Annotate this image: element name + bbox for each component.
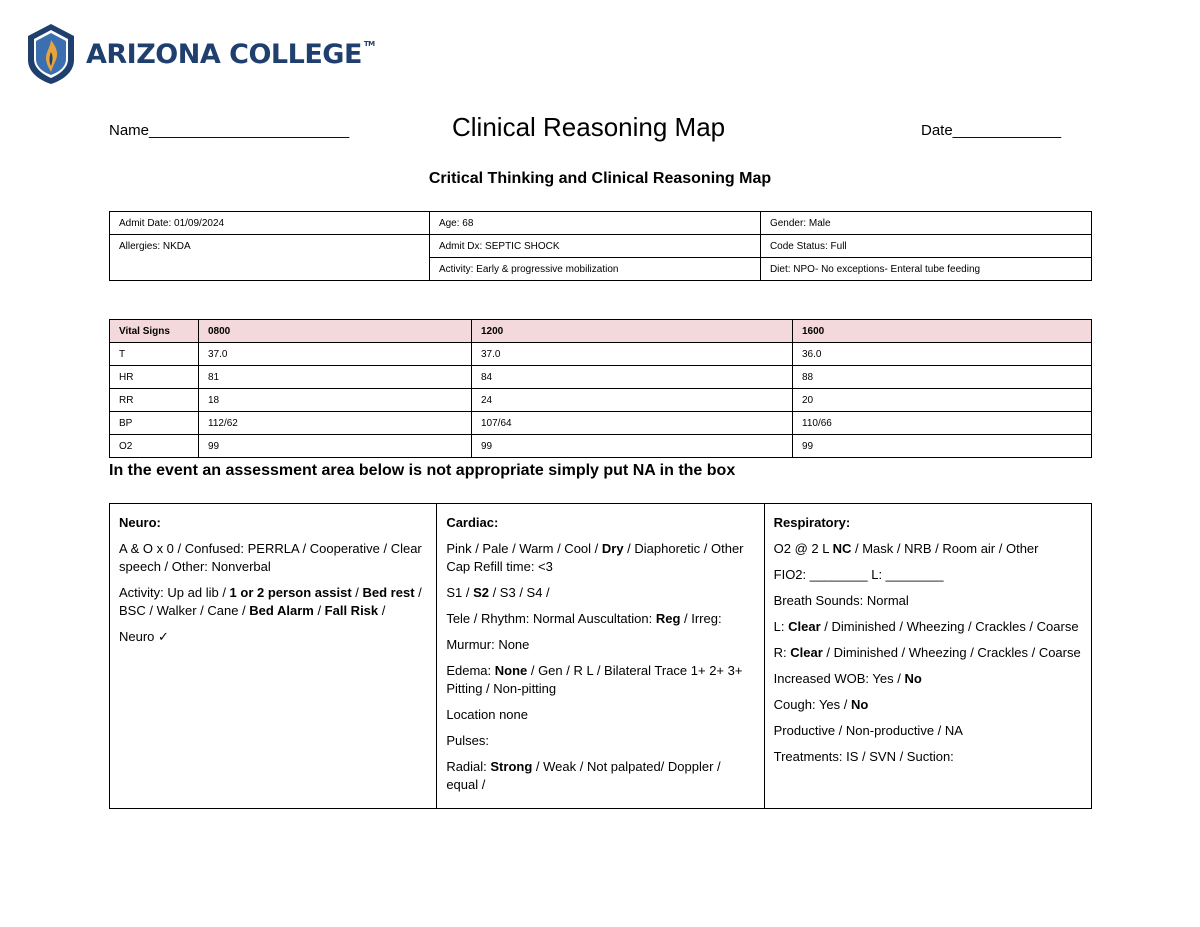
vital-value: 81: [199, 366, 472, 389]
vital-label: O2: [110, 435, 199, 458]
respiratory-fio2: FIO2: ________ L: ________: [773, 567, 944, 582]
vital-value: 112/62: [199, 412, 472, 435]
table-row: [110, 435, 1092, 458]
vital-value: 18: [199, 389, 472, 412]
cardiac-pulses: Pulses:: [446, 733, 489, 748]
respiratory-treatments: Treatments: IS / SVN / Suction:: [773, 749, 954, 764]
assessment-table: [109, 503, 1092, 809]
vitals-header-cell: 1200: [472, 320, 793, 343]
neuro-orientation: A & O x 0 / Confused: PERRLA / Cooperative / Clear speech / Other: Nonverbal: [119, 541, 422, 574]
vital-value: 37.0: [199, 343, 472, 366]
vitals-header-row: [110, 320, 1092, 343]
respiratory-cell[interactable]: [764, 504, 1091, 809]
vital-value: 36.0: [793, 343, 1092, 366]
admit-date-cell: Admit Date: 01/09/2024: [110, 212, 430, 235]
cardiac-murmur: Murmur: None: [446, 637, 530, 652]
arizona-college-logo: [26, 22, 375, 86]
respiratory-cough: Cough: Yes / No: [773, 697, 869, 712]
neuro-check: Neuro ✓: [119, 629, 169, 644]
cardiac-cell[interactable]: [437, 504, 764, 809]
respiratory-wob: Increased WOB: Yes / No: [773, 671, 922, 686]
respiratory-productive: Productive / Non-productive / NA: [773, 723, 963, 738]
respiratory-right-lung: R: Clear / Diminished / Wheezing / Crackles / Coarse: [773, 645, 1081, 660]
vital-label: T: [110, 343, 199, 366]
admit-dx-cell: Admit Dx: SEPTIC SHOCK: [429, 235, 760, 258]
vital-value: 20: [793, 389, 1092, 412]
shield-flame-icon: [26, 22, 76, 86]
table-row: [110, 235, 1092, 258]
na-instruction: In the event an assessment area below is not appropriate simply put NA in the box: [109, 462, 736, 479]
vital-value: 99: [472, 435, 793, 458]
cardiac-radial: Radial: Strong / Weak / Not palpated/ Doppler / equal /: [446, 759, 721, 792]
vital-value: 37.0: [472, 343, 793, 366]
respiratory-o2: O2 @ 2 L NC / Mask / NRB / Room air / Other: [773, 541, 1039, 556]
diet-cell: Diet: NPO- No exceptions- Enteral tube feeding: [760, 258, 1091, 281]
table-row: [110, 389, 1092, 412]
vital-label: BP: [110, 412, 199, 435]
cardiac-location: Location none: [446, 707, 528, 722]
brand-name: ARIZONA COLLEGE ™: [86, 38, 375, 70]
vital-signs-table: [109, 319, 1092, 458]
table-row: [110, 504, 1092, 809]
age-cell: Age: 68: [429, 212, 760, 235]
vital-value: 99: [793, 435, 1092, 458]
table-row: [110, 366, 1092, 389]
allergies-cell: Allergies: NKDA: [110, 235, 430, 281]
vitals-header-cell: 0800: [199, 320, 472, 343]
vital-label: HR: [110, 366, 199, 389]
gender-cell: Gender: Male: [760, 212, 1091, 235]
neuro-heading: Neuro:: [119, 515, 161, 530]
vital-value: 107/64: [472, 412, 793, 435]
code-status-cell: Code Status: Full: [760, 235, 1091, 258]
table-row: [110, 343, 1092, 366]
name-field[interactable]: Name________________________: [109, 122, 350, 139]
respiratory-breath-sounds: Breath Sounds: Normal: [773, 593, 909, 608]
activity-cell: Activity: Early & progressive mobilization: [429, 258, 760, 281]
vital-value: 88: [793, 366, 1092, 389]
respiratory-heading: Respiratory:: [773, 515, 851, 530]
cardiac-edema: Edema: None / Gen / R L / Bilateral Trace 1+ 2+ 3+ Pitting / Non-pitting: [446, 663, 743, 696]
vital-label: RR: [110, 389, 199, 412]
respiratory-left-lung: L: Clear / Diminished / Wheezing / Crackles / Coarse: [773, 619, 1079, 634]
neuro-activity: Activity: Up ad lib / 1 or 2 person assist / Bed rest / BSC / Walker / Cane / Bed Alarm / Fall Risk /: [119, 585, 422, 618]
page-subtitle: Critical Thinking and Clinical Reasoning Map: [428, 170, 772, 187]
date-field[interactable]: Date_____________: [921, 122, 1062, 139]
table-row: [110, 412, 1092, 435]
vitals-header-cell: Vital Signs: [110, 320, 199, 343]
vital-value: 84: [472, 366, 793, 389]
vital-value: 24: [472, 389, 793, 412]
vital-value: 110/66: [793, 412, 1092, 435]
cardiac-skin: Pink / Pale / Warm / Cool / Dry / Diaphoretic / Other Cap Refill time: <3: [446, 541, 744, 574]
cardiac-tele: Tele / Rhythm: Normal Auscultation: Reg / Irreg:: [446, 611, 722, 626]
cardiac-heading: Cardiac:: [446, 515, 499, 530]
cardiac-heart-sounds: S1 / S2 / S3 / S4 /: [446, 585, 550, 600]
neuro-cell[interactable]: [110, 504, 437, 809]
trademark-mark: TM: [363, 39, 375, 48]
table-row: [110, 212, 1092, 235]
patient-info-table: [109, 211, 1092, 281]
vitals-header-cell: 1600: [793, 320, 1092, 343]
page-title: Clinical Reasoning Map: [452, 112, 726, 142]
vital-value: 99: [199, 435, 472, 458]
